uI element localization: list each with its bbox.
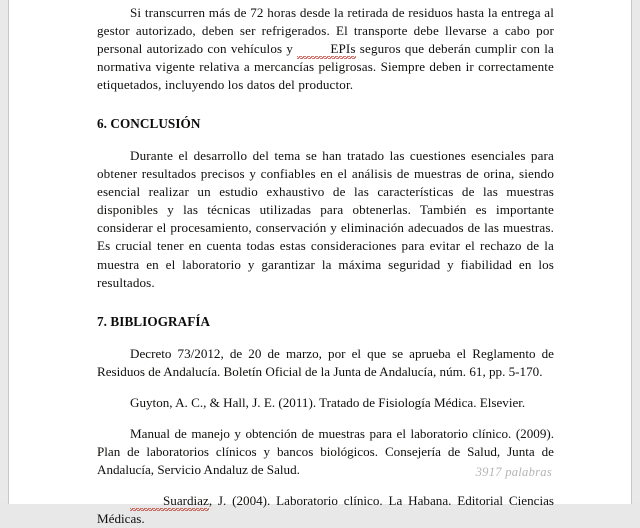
spellcheck-word-epis[interactable]: EPIs: [297, 40, 355, 58]
document-page: [8, 0, 632, 526]
heading-bibliography: 7. BIBLIOGRAFÍA: [97, 313, 211, 329]
reference-item-suardiaz: [97, 492, 554, 528]
reference-item-manual: Manual de manejo y obtención de muestras para el laboratorio clínico. (2009). Plan de laboratorios clínicos y bancos biológicos. Consejería de Salud, Junta de Andalucía, Servicio Andaluz de Salud.: [97, 425, 554, 477]
paragraph-conclusion: Durante el desarrollo del tema se han tratado las cuestiones esenciales para obtener resultados precisos y confiables en el análisis de muestras de orina, siendo esencial realizar un estudio exhaustivo de las características de las muestras disponibles y las técnicas utilizadas para obtenerlas. También es importante considerar el procesamiento, conservación y eliminación adecuados de las muestras. Es crucial tener en cuenta todas estas consideraciones para evitar el rechazo de la muestra en el laboratorio y garantizar la máxima seguridad y fiabilidad en los resultados.: [97, 148, 554, 290]
paragraph-residuos: [97, 0, 554, 94]
paragraph-residuos-text-a: Si transcurren más de 72 horas desde la retirada de residuos hasta la entrega al gestor autorizado, deben ser refrigerados. El transporte debe llevarse a cabo por personal autorizado con vehículos y: [97, 5, 554, 57]
heading-conclusion: 6. CONCLUSIÓN: [97, 116, 201, 132]
reference-item-guyton: Guyton, A. C., & Hall, J. E. (2011). Tratado de Fisiología Médica. Elsevier.: [130, 394, 526, 410]
reference-suardiaz-text: , J. (2004). Laboratorio clínico. La Habana. Editorial Ciencias Médicas.: [97, 492, 554, 526]
paragraph-residuos-text-b: seguros que deberán cumplir con la normativa vigente relativa a mercancías peligrosas. Siempre deben ir correctamente etiquetados, incluyendo los datos del productor.: [97, 41, 554, 93]
word-count-footer: 3917 palabras: [475, 465, 552, 479]
reference-item-decreto: Decreto 73/2012, de 20 de marzo, por el que se aprueba el Reglamento de Residuos de Andalucía. Boletín Oficial de la Junta de Andalucía, núm. 61, pp. 5-170.: [97, 345, 554, 379]
spellcheck-word-suardiaz[interactable]: Suardiaz: [130, 492, 209, 510]
page-content-area: [97, 0, 554, 528]
